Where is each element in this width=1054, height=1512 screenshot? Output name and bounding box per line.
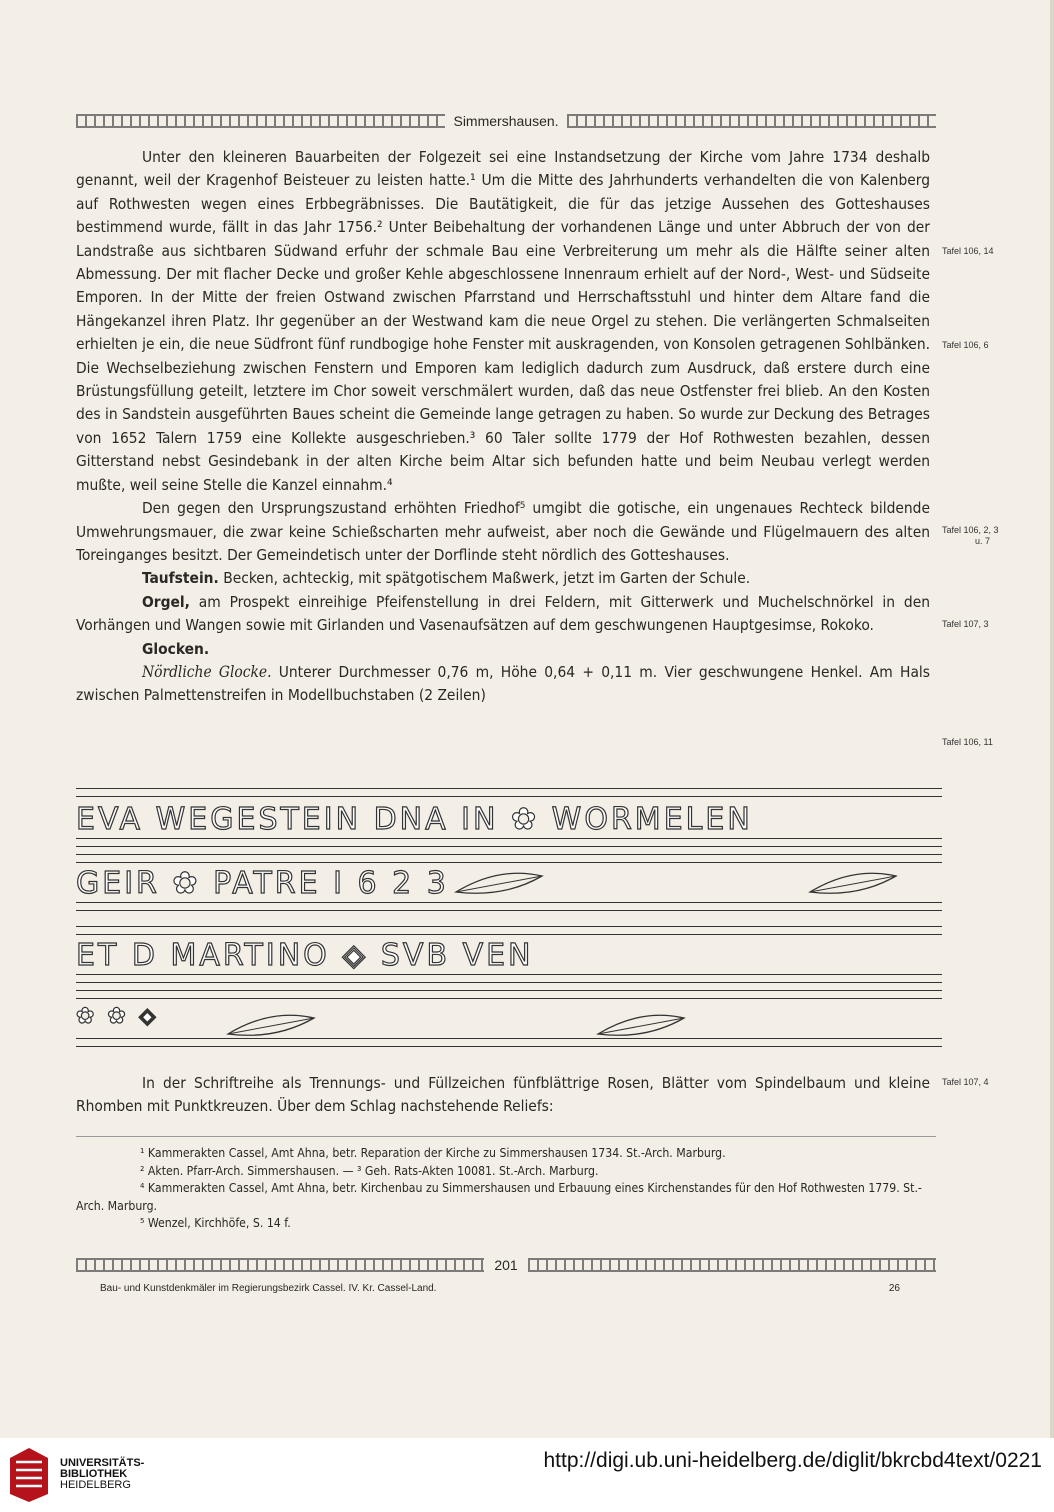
- footnotes: [76, 1136, 936, 1233]
- inscription-line-2: GEIR ✿ PATRE I 6 2 3: [76, 866, 449, 901]
- page-footer: [76, 1255, 936, 1275]
- margin-note: u. 7: [975, 536, 991, 546]
- inscription-line-4: ✿ ✿ ◈: [76, 1004, 159, 1029]
- leaf-ornament: [454, 872, 544, 896]
- paragraph-ornaments: In der Schriftreihe als Trennungs- und Füllzeichen fünfblättrige Rosen, Blätter vom Spindelbaum und kleine Rhomben mit Punktkreuzen. Über dem Schlag nachstehende Reliefs:: [76, 1074, 930, 1116]
- paragraph-orgel: Orgel, am Prospekt einreihige Pfeifenstellung in drei Feldern, mit Gitterwerk und Muchelschnörkel in den Vorhängen und Wangen sowie mit Girlanden und Vasenaufsätzen auf dem geschwungenen Hauptgesimse, Rokoko.: [76, 592, 930, 635]
- margin-note: Tafel 106, 2, 3: [942, 525, 999, 535]
- margin-note: Tafel 106, 14: [942, 246, 994, 256]
- leaf-ornament: [226, 1014, 316, 1038]
- margin-note: Tafel 107, 3: [942, 619, 989, 629]
- leaf-ornament: [808, 872, 898, 896]
- leaf-ornament: [596, 1014, 686, 1038]
- footnote: ¹ Kammerakten Cassel, Amt Ahna, betr. Reparation der Kirche zu Simmershausen 1734. St.-Arch. Marburg.: [140, 1146, 726, 1160]
- ornament-band-right: [528, 1258, 936, 1272]
- page-edge: [1050, 0, 1054, 1438]
- heading-orgel: Orgel,: [142, 592, 190, 611]
- sheet-number: 26: [888, 1283, 900, 1294]
- inscription-line-3: ET D MARTINO ◈ SVB VEN: [76, 938, 534, 973]
- paragraph-taufstein: Taufstein. Becken, achteckig, mit spätgotischem Maßwerk, jetzt im Garten der Schule.: [142, 569, 751, 588]
- body-text-after: [76, 1072, 930, 1119]
- page-number: 201: [494, 1257, 518, 1273]
- bell-inscription: [76, 786, 942, 1056]
- paragraph-friedhof: Den gegen den Ursprungszustand erhöhten Friedhof⁵ umgibt die gotische, ein ungenaues Rechteck bildende Umwehrungsmauer, die zwar keine Schießscharten mehr aufweist, aber noch die Gewände und Flügelmauern des alten Toreinganges besitzt. Der Gemeindetisch unter der Dorflinde steht nördlich des Gotteshauses.: [76, 499, 930, 564]
- ornament-band-left: [76, 114, 445, 128]
- ornament-band-right: [567, 114, 936, 128]
- inscription-line-1: EVA WEGESTEIN DNA IN ✿ WORMELEN: [76, 802, 753, 837]
- library-name: UNIVERSITÄTS- BIBLIOTHEK HEIDELBERG: [60, 1457, 145, 1491]
- heading-glocken: Glocken.: [142, 639, 210, 658]
- credit-line: Bau- und Kunstdenkmäler im Regierungsbezirk Cassel. IV. Kr. Cassel-Land. 26: [100, 1283, 900, 1294]
- footnote: ⁴ Kammerakten Cassel, Amt Ahna, betr. Kirchenbau zu Simmershausen und Erbauung eines Kirchenstandes für den Hof Rothwesten 1779. St.-Arch. Marburg.: [76, 1181, 922, 1213]
- footnote: ⁵ Wenzel, Kirchhöfe, S. 14 f.: [140, 1216, 291, 1230]
- paragraph-history: Unter den kleineren Bauarbeiten der Folgezeit sei eine Instandsetzung der Kirche vom Jahre 1734 deshalb genannt, weil der Kragenhof Beisteuer zu leisten hatte.¹ Um die Mitte des Jahrhunderts verhandelten die von Kalenberg auf Rothwesten wegen eines Erbbegräbnisses. Die Bautätigkeit, die für das jetzige Aussehen des Gotteshauses bestimmend wurde, fällt in das Jahr 1756.² Unter Beibehaltung der vorhandenen Länge und unter Abbruch der von der Landstraße aus sichtbaren Südwand erfuhr der schmale Bau eine Verbreiterung um mehr als die Hälfte seiner alten Abmessung. Der mit flacher Decke und großer Kehle abgeschlossene Innenraum erhielt auf der Nord-, West- und Südseite Emporen. In der Mitte der freien Ostwand zwischen Pfarrstand und Herrschaftsstuhl und hinter dem Altare fand die Hängekanzel ihren Platz. Ihr gegenüber an der Westwand kam die neue Orgel zu stehen. Die verlängerten Schmalseiten erhielten je ein, die neue Südfront fünf rundbogige hohe Fenster mit auskragenden, von Konsolen getragenen Sohlbänken. Die Wechselbeziehung zwischen Fenstern und Emporen kam lediglich dadurch zum Ausdruck, daß erstere durch eine Brüstungsfüllung geteilt, letztere im Chor soweit verschmälert wurden, daß das neue Ostfenster frei blieb. An den Kosten des in Sandstein ausgeführten Baues scheint die Gemeinde lange getragen zu haben. So wurde zur Deckung des Betrages von 1652 Talern 1759 eine Kollekte ausgeschrieben.³ 60 Taler sollte 1779 der Hof Rothwesten bezahlen, dessen Gitterstand nebst Gesindebank in der alten Kirche beim Altar sich befunden hatte und beim Neubau verlegt werden mußte, weil seine Stelle die Kanzel einnahm.⁴: [76, 148, 930, 494]
- footnote: ² Akten. Pfarr-Arch. Simmershausen. — ³ Geh. Rats-Akten 10081. St.-Arch. Marburg.: [140, 1163, 599, 1178]
- ornament-band-left: [76, 1258, 484, 1272]
- margin-note: Tafel 107, 4: [942, 1077, 989, 1087]
- paragraph-glocke: Nördliche Glocke. Unterer Durchmesser 0,76 m, Höhe 0,64 + 0,11 m. Vier geschwungene Henkel. Am Hals zwischen Palmettenstreifen in Modellbuchstaben (2 Zeilen): [76, 662, 930, 705]
- header-title: Simmershausen.: [453, 113, 559, 129]
- body-text: [76, 146, 930, 708]
- margin-note: Tafel 106, 6: [942, 340, 989, 350]
- running-header: [76, 110, 936, 132]
- library-logo-icon: [6, 1444, 52, 1504]
- margin-note: Tafel 106, 11: [942, 737, 993, 747]
- heading-taufstein: Taufstein.: [142, 569, 219, 588]
- source-url-link[interactable]: http://digi.ub.uni-heidelberg.de/diglit/bkrcbd4text/0221: [543, 1449, 1042, 1472]
